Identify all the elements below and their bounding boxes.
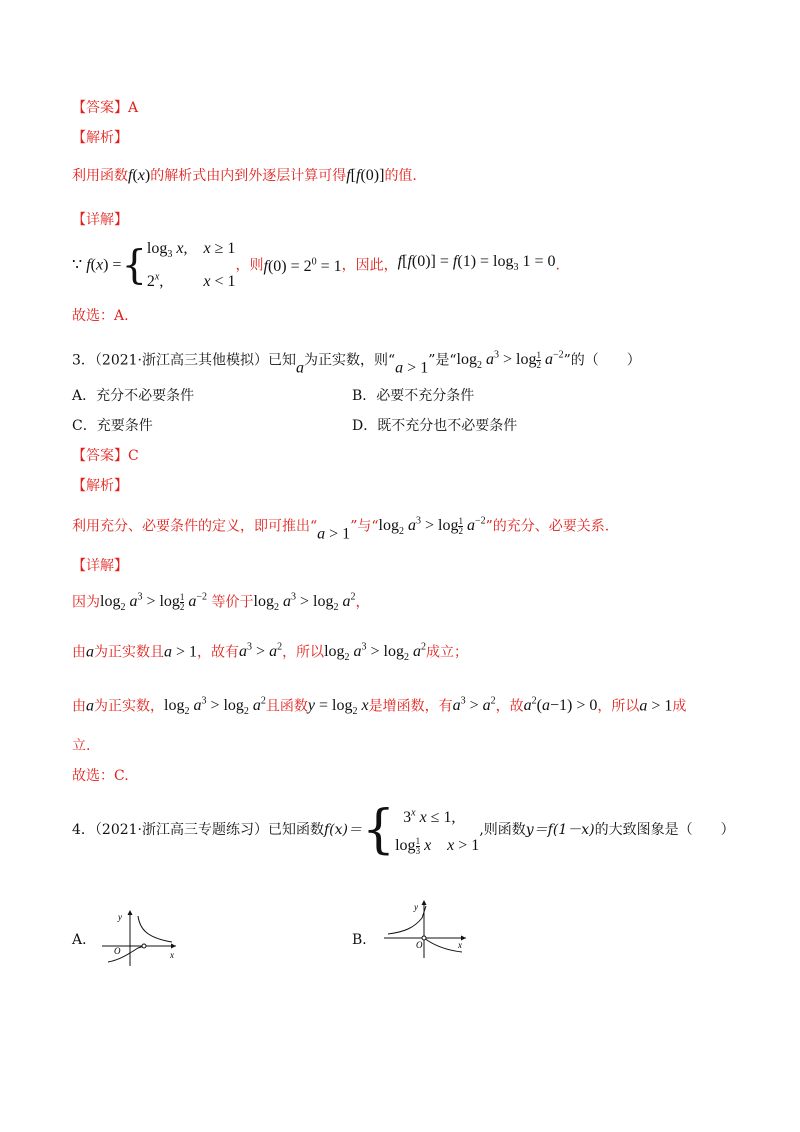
analysis-label-3: 【解析】 — [72, 478, 128, 494]
svg-text:O: O — [114, 946, 121, 956]
option-3d[interactable]: D．既不充分也不必要条件 — [352, 418, 518, 434]
conclusion-3: 故选：C. — [72, 768, 129, 784]
svg-text:x: x — [170, 950, 174, 960]
svg-text:x: x — [458, 940, 462, 950]
option-4b-graph[interactable] — [382, 900, 472, 960]
question-3: 3．（2021·浙江高三其他模拟）已知a为正实数，则“a > 1”是“$\log_2$ $a^3 > \log$ $\frac{1}{2}$ $a^{-2}$”的（ ） — [72, 350, 641, 377]
detail-line-2: 由a为正实数且a > 1，故有$a^3 > a^2$，所以$\log_2 a^3 > \log_2 a^2$成立； — [72, 642, 468, 664]
analysis-label: 【解析】 — [72, 130, 128, 146]
answer-label-3: 【答案】C — [72, 448, 139, 464]
analysis-text: 利用函数f(x)的解析式由内到外逐层计算可得f[f(0)]的值. — [72, 167, 417, 184]
option-4a-graph[interactable] — [100, 908, 180, 968]
detail-line-1: 因为$\log_2 a^3 > \log$ $\frac{1}{2}$ $a^{-2}$ 等价于$\log_2 a^3 > \log_2 a^2$， — [72, 592, 370, 614]
option-3a[interactable]: A．充分不必要条件 — [72, 388, 195, 404]
conclusion-1: 故选：A. — [72, 308, 129, 324]
option-4b-label[interactable]: B． — [352, 932, 377, 948]
detail-line-3: 由a为正实数，$\log_2 a^3 > \log_2 a^2$且函数$y = \log_2 x$是增函数，有$a^3 > a^2$，故$a^2(a-1) > 0$，所以a > 1成 — [72, 696, 687, 718]
math-ff0: f — [346, 167, 351, 184]
question-4: 4．（2021·浙江高三专题练习）已知函数f(x)＝{ 3$^x$ x ≤ 1, log $\frac{1}{3}$ x x > 1,则函数y＝f(1－x)的大致图象是（ ） — [72, 800, 735, 861]
svg-text:y: y — [414, 902, 418, 912]
detail-label-3: 【详解】 — [72, 558, 128, 574]
option-3b[interactable]: B．必要不充分条件 — [352, 388, 475, 404]
detail-line-3-end: 立. — [72, 738, 91, 754]
option-3c[interactable]: C．充要条件 — [72, 418, 153, 434]
detail-formula: ∵ $f(x) =\{\log_3$ x, x ≥ 1 2$^x$, x < 1，则$f(0) = 2^0 = 1$，因此，$f[f(0)] = f(1) = \log_3 1 = 0$. — [72, 240, 560, 290]
detail-label: 【详解】 — [72, 212, 128, 228]
answer-label: 【答案】A — [72, 100, 139, 116]
math-fx: f — [128, 167, 133, 184]
svg-text:y: y — [118, 912, 122, 922]
option-4a-label[interactable]: A． — [72, 932, 97, 948]
svg-text:O: O — [416, 940, 423, 950]
analysis-text-3: 利用充分、必要条件的定义，即可推出“a > 1”与“$\log_2$ $a^3 > \log$ $\frac{1}{2}$ $a^{-2}$”的充分、必要关系. — [72, 516, 610, 543]
